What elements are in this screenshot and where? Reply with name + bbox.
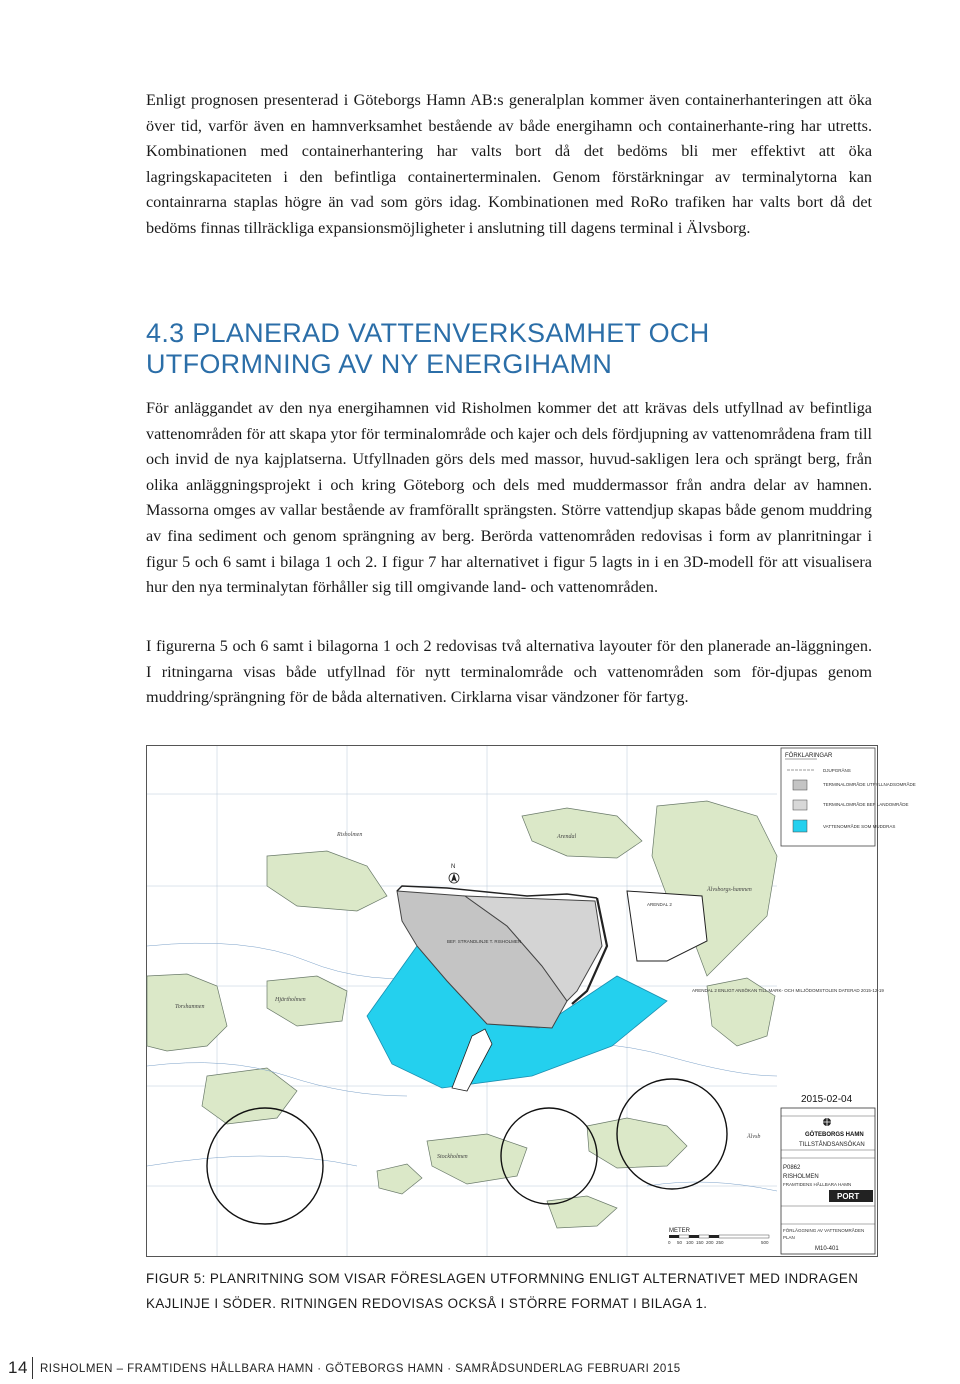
body-paragraph-2: För anläggandet av den nya energihamnen vid Risholmen kommer det att krävas dels utfyllnad av befintliga vattenområden för att skapa ytor för terminalområde och kajer och dels fördjupning av vattenområdena fram till och invid de nya kajplatserna. Utfyllnaden görs dels med massor, huvud-sakligen lera och sprängt berg, från olika anläggningsprojekt i och kring Göteborg och dels med muddermassor från andra delar av hamnen. Massorna omges av vallar bestående av framförallt sprängsten. Större vattendjup skapas både genom muddring av fina sediment och genom sprängning av berg. Berörda vattenområden redovisas i form av planritningar i figur 5 och 6 samt i bilaga 1 och 2. I figur 7 har alternativet i figur 5 lagts in i en 3D-modell för att visualisera hur den nya terminalytan förhåller sig till omgivande land- och vattenområden. bbox=[146, 399, 872, 597]
label-arendal: Arendal bbox=[557, 834, 577, 840]
scale-label: METER bbox=[669, 1228, 690, 1234]
scale-tick-150: 150 bbox=[696, 1240, 704, 1245]
running-title: RISHOLMEN – FRAMTIDENS HÅLLBARA HAMN · GÖTEBORGS HAMN · SAMRÅDSUNDERLAG FEBRUARI 2015 bbox=[40, 1363, 681, 1375]
body-paragraph-1: Enligt prognosen presenterad i Göteborgs Hamn AB:s generalplan kommer även containerhanteringen att öka över tid, varför även en hamnverksamhet bestående av både energihamn och containerhante-ring har utretts. Kombinationen med containerhantering har valts bort då det bedöms bli mer effektivt att öka lagringskapaciteten i den befintliga containerterminalen. Genom förstärkningar av terminalytorna kan containrarna staplas högre än vad som görs idag. Kombinationen med RoRo trafiken har valts bort då det bedöms finnas tillräckliga expansionsmöjligheter i anslutning till dagens terminal i Älvsborg. bbox=[146, 91, 872, 237]
project-name: RISHOLMEN bbox=[783, 1174, 819, 1180]
legend-item-terminal-land: TERMINALOMRÅDE BEF LANDOMRÅDE bbox=[823, 802, 909, 807]
document-type: TILLSTÅNDSANSÖKAN bbox=[799, 1142, 865, 1148]
legend-item-depth-boundary: DJUPGRÄNS bbox=[823, 768, 851, 773]
project-number: P0862 bbox=[783, 1165, 801, 1171]
label-risholmen: Risholmen bbox=[337, 832, 363, 838]
scale-tick-100: 100 bbox=[686, 1240, 694, 1245]
legend-item-dredged-water: VATTENOMRÅDE SOM MUDDRAS bbox=[823, 824, 896, 829]
note-bef-strandlinje: BEF. STRANDLINJE T. RISHOLMEN bbox=[447, 939, 522, 944]
project-subtitle: FRAMTIDENS HÅLLBARA HAMN bbox=[783, 1182, 852, 1187]
scale-tick-200: 200 bbox=[706, 1240, 714, 1245]
label-stockholmen: Stockholmen bbox=[437, 1154, 468, 1160]
scale-tick-0: 0 bbox=[668, 1240, 671, 1245]
label-hjartholmen: Hjärtholmen bbox=[275, 997, 306, 1003]
drawing-date: 2015-02-04 bbox=[801, 1094, 853, 1105]
figure-caption: FIGUR 5: PLANRITNING SOM VISAR FÖRESLAGEN UTFORMNING ENLIGT ALTERNATIVET MED INDRAGEN KAJLINJE I SÖDER. RITNINGEN REDOVISAS OCKSÅ I STÖRRE FORMAT I BILAGA 1. bbox=[146, 1271, 859, 1311]
legend-item-terminal-fill: TERMINALOMRÅDE UTFYLLNADSOMRÅDE bbox=[823, 782, 916, 787]
consultant-logo: PORT bbox=[837, 1192, 860, 1201]
label-alvsborgshamnen: Älvsborgs-hamnen bbox=[707, 887, 752, 893]
legend bbox=[781, 748, 916, 846]
drawing-number: M10-401 bbox=[815, 1246, 839, 1252]
body-paragraph-3: I figurerna 5 och 6 samt i bilagorna 1 och 2 redovisas två alternativa layouter för den planerade an-läggningen. I ritningarna visas både utfyllnad för nytt terminalområde och vattenområden som för-djupas genom muddring/sprängning för de båda alternativen. Cirklarna visar vändzoner för fartyg. bbox=[146, 637, 872, 707]
footer-divider bbox=[32, 1357, 33, 1379]
label-alvsborg: Älvsb bbox=[747, 1134, 761, 1140]
company-logo-icon bbox=[823, 1118, 831, 1126]
north-label: N bbox=[451, 864, 456, 870]
page-number: 14 bbox=[8, 1358, 28, 1377]
legend-title: FÖRKLARINGAR bbox=[785, 753, 833, 759]
section-heading: 4.3 PLANERAD VATTENVERKSAMHET OCH UTFORMNING AV NY ENERGIHAMN bbox=[146, 318, 710, 379]
label-torshamnen: Torshamnen bbox=[175, 1004, 205, 1010]
scale-tick-500: 500 bbox=[761, 1240, 769, 1245]
title-block bbox=[781, 1094, 875, 1254]
note-arendal-2: ARENDAL 2 bbox=[647, 902, 672, 907]
drawing-kind: PLAN bbox=[783, 1235, 795, 1240]
note-arendal-2-application: ARENDAL 2 ENLIGT ANSÖKAN TILL MARK- OCH MILJÖDOMSTOLEN DATERAD 2015-12-19 bbox=[692, 988, 884, 993]
scale-tick-50: 50 bbox=[677, 1240, 683, 1245]
site-plan-drawing bbox=[147, 746, 916, 1256]
site-plan-figure bbox=[146, 745, 916, 1257]
scale-tick-250: 250 bbox=[716, 1240, 724, 1245]
company-name: GÖTEBORGS HAMN bbox=[805, 1132, 864, 1138]
page-footer bbox=[0, 1357, 960, 1381]
drawing-title: FÖRLÄGGNING AV VATTENOMRÅDEN bbox=[783, 1228, 865, 1233]
